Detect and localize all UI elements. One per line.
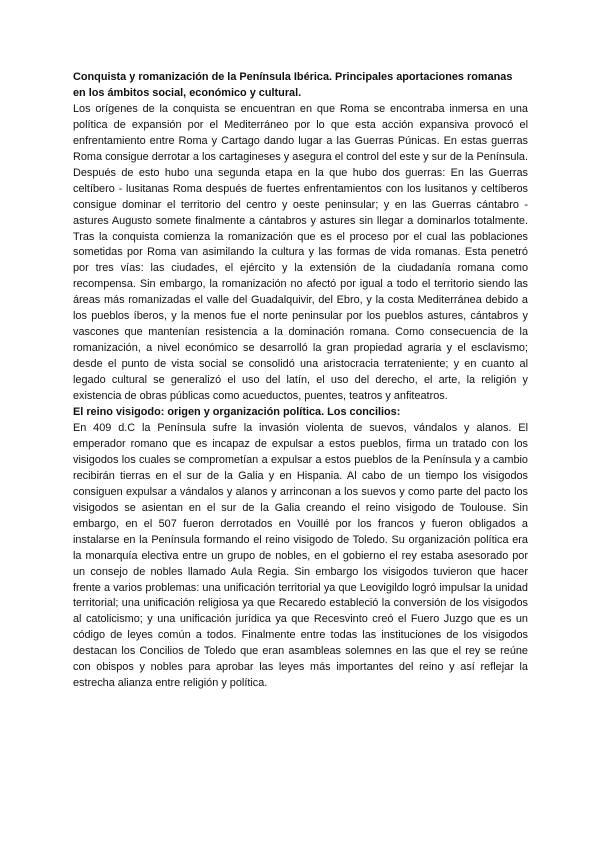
section2-body: En 409 d.C la Península sufre la invasión violenta de suevos, vándalos y alanos. El emperador romano que es incapaz de expulsar a estos pueblos, firma un tratado con los visigodos los cuales se comprometían a expulsar a estos pueblos de la Península y a cambio recibirán tierras en el sur de la Galia y en Hispania. Al cabo de un tiempo los visigodos consiguen expulsar a vándalos y alanos y arrinconan a los suevos y como parte del pacto los visigodos se asientan en el sur de la Galia creando el reino visigodo de Toulouse. Sin embargo, en el 507 fueron derrotados en Vouillé por los francos y fueron obligados a instalarse en la Península formando el reino visigodo de Toledo. Su organización política era la monarquía electiva entre un grupo de nobles, en el gobierno el rey estaba asesorado por un consejo de nobles llamado Aula Regia. Sin embargo los visigodos tuvieron que hacer frente a varios problemas: una unificación territorial ya que Leovigildo logró impulsar la unidad territorial; una unificación religiosa ya que Recaredo estableció la conversión de los visigodos al catolicismo; y una unificación jurídica ya que Recesvinto creó el Fuero Juzgo que es un código de leyes común a todos. Finalmente entre todas las instituciones de los visigodos destacan los Concilios de Toledo que eran asambleas solemnes en las que el rey se reúne con obispos y nobles para aprobar las leyes más importantes del reino y así reflejar la estrecha alianza entre religión y política.	[73, 421, 528, 690]
document-page	[73, 70, 528, 692]
section1-heading: Conquista y romanización de la Península Ibérica. Principales aportaciones romanas en los ámbitos social, económico y cultural.	[73, 71, 513, 99]
section2-heading: El reino visigodo: origen y organización política. Los concilios:	[73, 406, 401, 419]
section1-body: Los orígenes de la conquista se encuentran en que Roma se encontraba inmersa en una política de expansión por el Mediterráneo por lo que esta acción expansiva provocó el enfrentamiento entre Roma y Cartago dando lugar a las Guerras Púnicas. En estas guerras Roma consigue derrotar a los cartagineses y asegura el control del este y sur de la Península. Después de esto hubo una segunda etapa en la que hubo dos guerras: En las Guerras celtíbero - lusitanas Roma después de fuertes enfrentamientos con los lusitanos y celtíberos consigue dominar el territorio del centro y oeste peninsular; y en las Guerras cántabro - astures Augusto somete finalmente a cántabros y astures sin llegar a dominarlos totalmente. Tras la conquista comienza la romanización que es el proceso por el cual las poblaciones sometidas por Roma van asimilando la cultura y las formas de vida romanas. Esta penetró por tres vías: las ciudades, el ejército y la extensión de la ciudadanía romana como recompensa. Sin embargo, la romanización no afectó por igual a todo el territorio siendo las áreas más romanizadas el valle del Guadalquivir, del Ebro, y la costa Mediterránea debido a los pueblos íberos, y la menos fue el norte peninsular por los pueblos astures, cántabros y vascones que mantenían resistencia a la dominación romana. Como consecuencia de la romanización, a nivel económico se desarrolló la gran propiedad agraria y el esclavismo; desde el punto de vista social se consolidó una aristocracia terrateniente; y en cuanto al legado cultural se generalizó el uso del latín, el uso del derecho, el arte, la religión y existencia de obras públicas como acueductos, puentes, teatros y anfiteatros.	[73, 102, 528, 403]
